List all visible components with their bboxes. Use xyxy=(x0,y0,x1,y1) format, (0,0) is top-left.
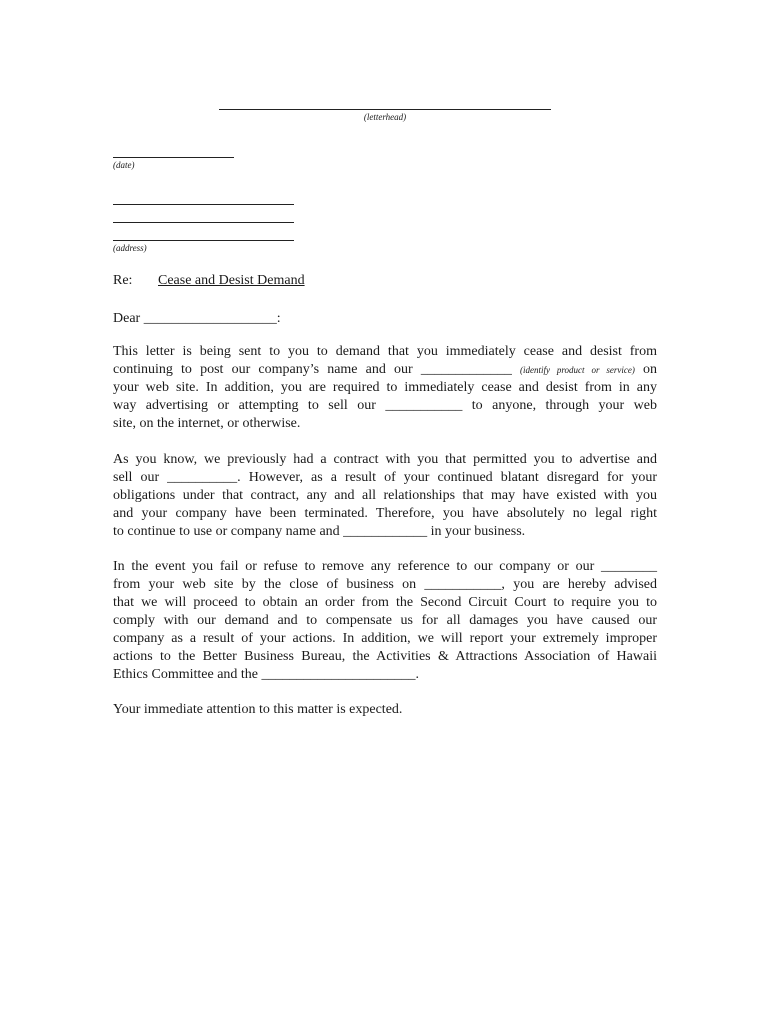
letterhead-label: (letterhead) xyxy=(363,112,407,122)
letterhead-blank-line xyxy=(219,109,551,110)
paragraph-1-line xyxy=(113,361,657,379)
address-blank-line-3 xyxy=(113,240,294,241)
paragraph-3-line: from your web site by the close of business on ___________, you are hereby advised xyxy=(113,577,657,592)
address-blank-line-1 xyxy=(113,204,294,205)
paragraph-1-text: continuing to post our company’s name and our _____________ xyxy=(113,362,520,377)
paragraph-3 xyxy=(113,558,657,684)
paragraph-2-line: obligations under that contract, any and all relationships that may have existed with you xyxy=(113,488,657,503)
paragraph-2-line: sell our __________. However, as a result of your continued blatant disregard for your xyxy=(113,470,657,485)
date-blank-line xyxy=(113,157,234,158)
paragraph-2-line: and your company have been terminated. Therefore, you have absolutely no legal right xyxy=(113,506,657,521)
paragraph-1-line: This letter is being sent to you to demand that you immediately cease and desist from xyxy=(113,344,657,359)
date-label: (date) xyxy=(113,160,135,170)
salutation: Dear ___________________: xyxy=(113,311,281,326)
re-prefix: Re: xyxy=(113,273,133,288)
address-blank-line-2 xyxy=(113,222,294,223)
address-label: (address) xyxy=(113,243,147,253)
paragraph-1 xyxy=(113,343,657,433)
identify-product-note: (identify product or service) xyxy=(520,365,635,375)
paragraph-2-line: to continue to use or company name and ____________ in your business. xyxy=(113,524,526,539)
closing-sentence: Your immediate attention to this matter is expected. xyxy=(113,702,403,717)
paragraph-1-line: your web site. In addition, you are required to immediately cease and desist from in any xyxy=(113,380,657,395)
paragraph-3-line: In the event you fail or refuse to remove any reference to our company or our ________ xyxy=(113,559,657,574)
paragraph-1-line: site, on the internet, or otherwise. xyxy=(113,416,301,431)
paragraph-1-text: on xyxy=(634,362,657,377)
re-line xyxy=(113,272,305,290)
paragraph-3-line: Ethics Committee and the ______________________. xyxy=(113,667,420,682)
paragraph-2-line: As you know, we previously had a contract with you that permitted you to advertise and xyxy=(113,452,657,467)
paragraph-2 xyxy=(113,451,657,541)
paragraph-3-line: that we will proceed to obtain an order from the Second Circuit Court to require you to xyxy=(113,595,657,610)
paragraph-3-line: actions to the Better Business Bureau, the Activities & Attractions Association of Hawaii xyxy=(113,649,657,664)
paragraph-3-line: company as a result of your actions. In addition, we will report your extremely improper xyxy=(113,631,657,646)
re-subject: Cease and Desist Demand xyxy=(158,273,305,288)
paragraph-3-line: comply with our demand and to compensate us for all damages you have caused our xyxy=(113,613,657,628)
paragraph-1-line: way advertising or attempting to sell our ___________ to anyone, through your web xyxy=(113,398,657,413)
